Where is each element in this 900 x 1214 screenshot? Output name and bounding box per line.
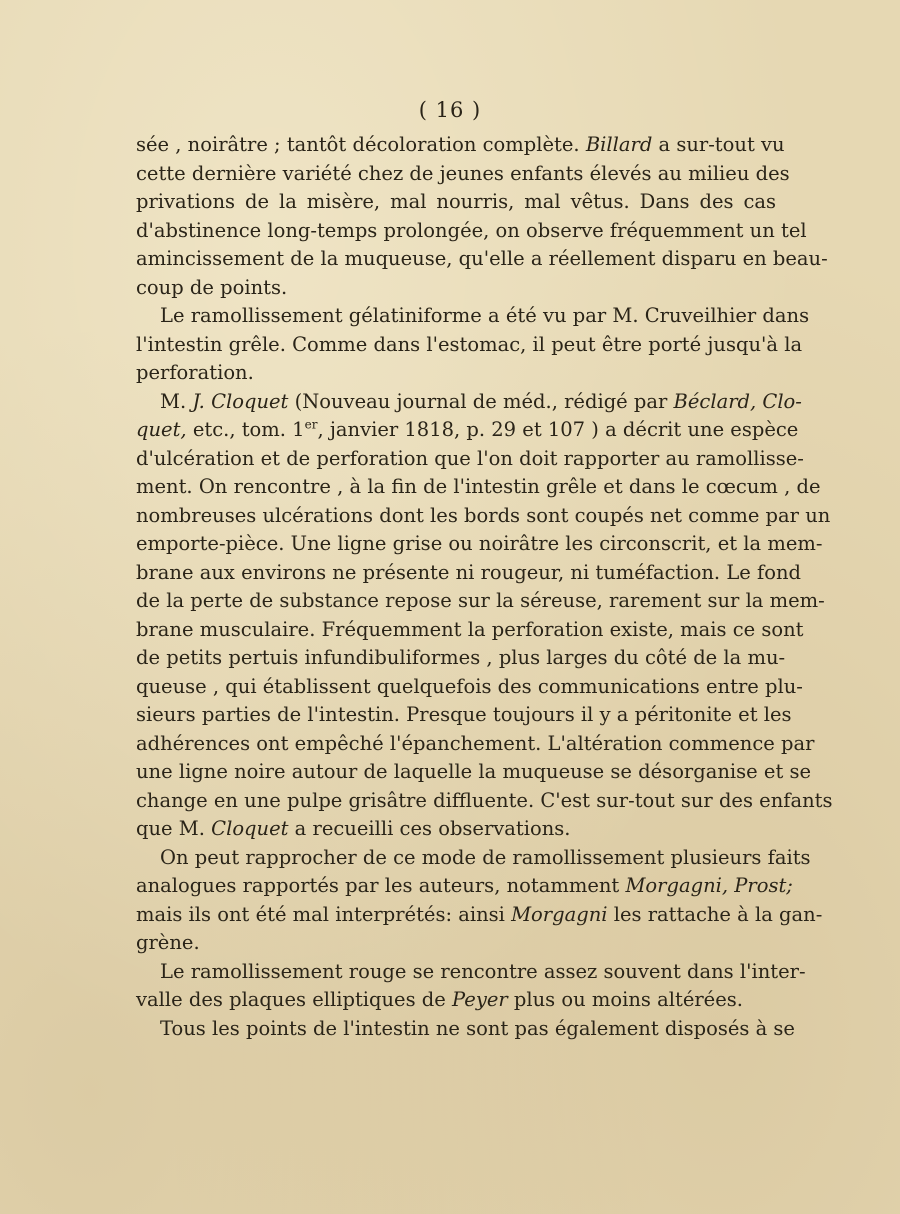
text-line — [136, 872, 793, 901]
text-segment: sieurs parties de l'intestin. Presque toujours il y a péritonite et les — [136, 703, 792, 726]
text-line — [136, 302, 810, 331]
text-line — [136, 730, 815, 759]
text-segment: sée , noirâtre ; tantôt décoloration complète. — [136, 133, 586, 156]
text-line — [136, 787, 833, 816]
text-line — [136, 217, 807, 246]
text-segment: privations de la misère, mal nourris, mal vêtus. Dans des cas — [136, 190, 776, 213]
body-text — [136, 131, 833, 1043]
italic-text: Morgagni — [511, 902, 608, 926]
text-line — [136, 1015, 795, 1044]
text-segment: analogues rapportés par les auteurs, notamment — [136, 874, 626, 897]
text-segment: ment. On rencontre , à la fin de l'intestin grêle et dans le cœcum , de — [136, 475, 821, 498]
text-line — [136, 416, 799, 445]
text-segment: etc., tom. 1 — [186, 418, 305, 441]
text-line — [136, 530, 823, 559]
text-segment: amincissement de la muqueuse, qu'elle a réellement disparu en beau- — [136, 247, 828, 270]
italic-text: Peyer — [452, 988, 508, 1011]
text-segment: nombreuses ulcérations dont les bords sont coupés net comme par un — [136, 503, 831, 527]
text-segment: d'ulcération et de perforation que l'on doit rapporter au ramollisse- — [136, 446, 804, 470]
text-segment: que M. — [136, 817, 212, 840]
text-segment: cette dernière variété chez de jeunes enfants élevés au milieu des — [136, 161, 790, 185]
text-line — [136, 587, 825, 616]
text-segment: coup de points. — [136, 275, 288, 299]
text-segment: brane aux environs ne présente ni rougeur, ni tuméfaction. Le fond — [136, 560, 802, 584]
text-segment: grène. — [136, 931, 200, 954]
text-segment: change en une pulpe grisâtre diffluente. C'est sur-tout sur des enfants — [136, 788, 833, 812]
text-segment: (Nouveau journal de méd., rédigé par — [288, 389, 674, 413]
text-segment: d'abstinence long-temps prolongée, on observe fréquemment un tel — [136, 218, 807, 242]
text-segment: les rattache à la gan- — [607, 902, 823, 926]
text-segment: perforation. — [136, 361, 254, 384]
text-line — [136, 758, 812, 787]
text-segment: a sur-tout vu — [652, 133, 785, 156]
text-line — [136, 616, 804, 645]
text-line — [136, 701, 792, 730]
text-line — [136, 958, 806, 987]
text-segment: une ligne noire autour de laquelle la muqueuse se désorganise et se — [136, 760, 812, 783]
italic-text: quet, — [136, 418, 187, 441]
text-line — [136, 815, 776, 844]
text-segment: brane musculaire. Fréquemment la perforation existe, mais ce sont — [136, 617, 804, 641]
text-line — [136, 131, 785, 160]
italic-text: Morgagni, Prost; — [625, 874, 793, 897]
text-segment: Le ramollissement rouge se rencontre assez souvent dans l'inter- — [160, 959, 806, 983]
text-line — [136, 473, 821, 502]
text-segment: Le ramollissement gélatiniforme a été vu par M. Cruveilhier dans — [160, 304, 810, 327]
italic-text: Billard — [585, 133, 653, 156]
text-line — [136, 245, 828, 274]
italic-text: J. Cloquet — [192, 389, 289, 413]
italic-text: Béclard, Clo- — [673, 389, 802, 413]
text-line — [136, 274, 776, 303]
text-segment: emporte-pièce. Une ligne grise ou noirâtre les circonscrit, et la mem- — [136, 532, 823, 555]
text-line — [136, 901, 823, 930]
text-segment: mais ils ont été mal interprétés: ainsi — [136, 902, 512, 926]
text-line — [136, 986, 776, 1015]
text-segment: , janvier 1818, p. 29 et 107 ) a décrit une espèce — [317, 418, 799, 441]
text-segment: On peut rapprocher de ce mode de ramollissement plusieurs faits — [160, 845, 811, 869]
text-segment: de la perte de substance repose sur la séreuse, rarement sur la mem- — [136, 589, 825, 612]
text-segment: queuse , qui établissent quelquefois des communications entre plu- — [136, 674, 803, 698]
text-segment: Tous les points de l'intestin ne sont pas également disposés à se — [160, 1016, 795, 1040]
text-line — [136, 160, 790, 189]
superscript-text: er — [304, 417, 318, 432]
text-line — [136, 844, 811, 873]
text-line — [136, 502, 831, 531]
text-segment: l'intestin grêle. Comme dans l'estomac, il peut être porté jusqu'à la — [136, 332, 803, 356]
text-line — [136, 359, 776, 388]
page-number: ( 16 ) — [418, 98, 482, 122]
text-line — [136, 559, 802, 588]
text-line — [136, 644, 786, 673]
text-line — [136, 929, 776, 958]
text-line — [136, 388, 802, 417]
text-line — [136, 673, 803, 702]
text-line — [136, 188, 776, 217]
text-line — [136, 331, 803, 360]
text-segment: plus ou moins altérées. — [507, 988, 743, 1011]
text-segment: a recueilli ces observations. — [288, 817, 571, 840]
text-segment: de petits pertuis infundibuliformes , plus larges du côté de la mu- — [136, 646, 786, 669]
text-segment: adhérences ont empêché l'épanchement. L'altération commence par — [136, 731, 815, 755]
text-segment: M. — [160, 389, 193, 413]
text-line — [136, 445, 804, 474]
italic-text: Cloquet — [211, 817, 289, 840]
text-segment: valle des plaques elliptiques de — [136, 988, 453, 1011]
